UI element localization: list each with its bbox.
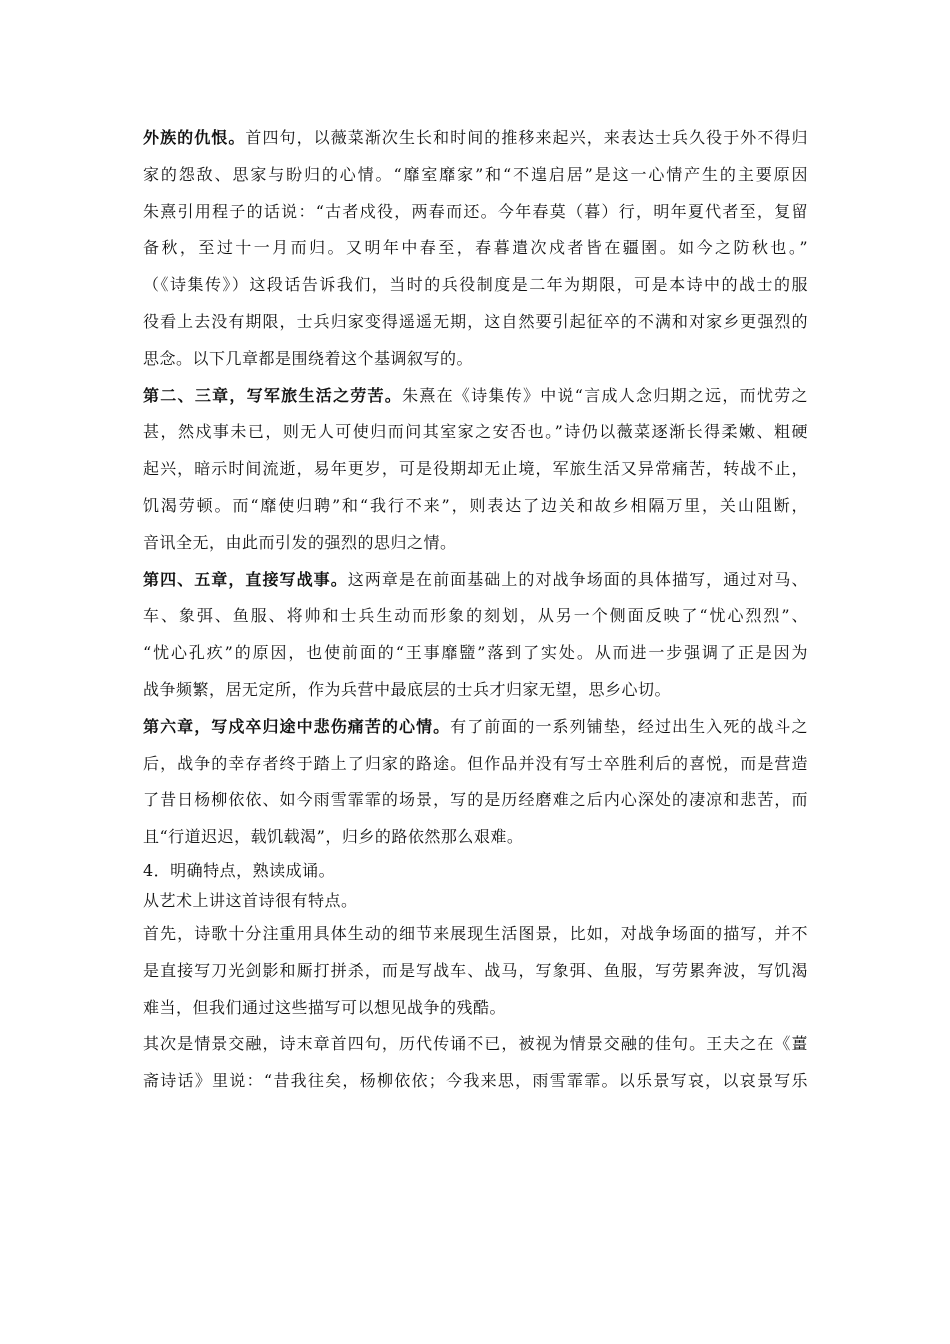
body-text: 这两章是在前面基础上的对战争场面的具体描写，通过对马、 [347,569,808,589]
body-text: 后，战争的幸存者终于踏上了归家的路途。但作品并没有写士卒胜利后的喜悦，而是营造 [143,753,808,773]
text-line [143,378,808,415]
body-text: 首先，诗歌十分注重用具体生动的细节来展现生活图景，比如，对战争场面的描写，并不 [143,923,808,943]
paragraph [143,886,808,916]
text-line [143,194,808,231]
text-line [143,267,808,304]
text-line [143,990,808,1027]
body-text: 有了前面的一系列铺垫，经过出生入死的战斗之 [450,716,808,736]
text-line [143,782,808,819]
body-text: 4．明确特点，熟读成诵。 [143,860,336,880]
paragraph [143,1026,808,1100]
text-line [143,746,808,783]
body-text: 是直接写刀光剑影和厮打拼杀，而是写战车、战马，写象弭、鱼服，写劳累奔波，写饥渴 [143,960,808,980]
body-text: 且“行道迟迟，载饥载渴”，归乡的路依然那么艰难。 [143,827,524,847]
body-text: 甚，然戍事未已，则无人可使归而问其室家之安否也。”诗仍以薇菜逐渐长得柔嫩、粗硬 [143,422,808,442]
body-text: 朱熹在《诗集传》中说“言成人念归期之远，而忧劳之 [402,385,808,405]
section-heading: 第二、三章，写军旅生活之劳苦。 [143,385,403,405]
text-line [143,916,808,953]
body-text: 战争频繁，居无定所，作为兵营中最底层的士兵才归家无望，思乡心切。 [143,679,672,699]
body-text: 难当，但我们通过这些描写可以想见战争的残酷。 [143,997,507,1017]
body-text: 首四句，以薇菜渐次生长和时间的推移来起兴，来表达士兵久役于外不得归 [245,128,808,147]
text-line [143,488,808,525]
body-text: 车、象弭、鱼服、将帅和士兵生动而形象的刻划，从另一个侧面反映了“忧心烈烈”、 [143,606,808,626]
paragraph [143,709,808,856]
text-line [143,451,808,488]
body-text: 思念。以下几章都是围绕着这个基调叙写的。 [143,348,474,368]
text-line [143,672,808,709]
text-line [143,709,808,746]
text-line [143,819,808,856]
body-text: “忧心孔疚”的原因，也使前面的“王事靡盬”落到了实处。从而进一步强调了正是因为 [143,643,808,663]
paragraph [143,120,808,378]
section-heading: 第六章，写戍卒归途中悲伤痛苦的心情。 [143,716,451,736]
body-text: 饥渴劳顿。而“靡使归聘”和“我行不来”，则表达了边关和故乡相隔万里，关山阻断， [143,495,808,515]
paragraph [143,378,808,562]
body-text: （《诗集传》）这段话告诉我们，当时的兵役制度是二年为期限，可是本诗中的战士的服 [143,275,808,295]
body-text: 了昔日杨柳依依、如今雨雪霏霏的场景，写的是历经磨难之后内心深处的凄凉和悲苦，而 [143,790,808,810]
text-line [143,1026,808,1063]
body-text: 斋诗话》里说：“昔我往矣，杨柳依依；今我来思，雨雪霏霏。以乐景写哀，以哀景写乐 [143,1071,808,1091]
paragraph [143,856,808,886]
body-text: 从艺术上讲这首诗很有特点。 [143,890,358,910]
paragraph [143,916,808,1026]
body-text: 备秋，至过十一月而归。又明年中春至，春暮遣次戍者皆在疆圉。如今之防秋也。” [143,238,808,258]
text-line [143,856,808,886]
body-text: 起兴，暗示时间流逝，易年更岁，可是役期却无止境，军旅生活又异常痛苦，转战不止， [143,459,808,479]
text-line [143,598,808,635]
text-line [143,120,808,157]
body-text: 家的怨敌、思家与盼归的心情。“靡室靡家”和“不遑启居”是这一心情产生的主要原因 [143,164,808,184]
section-heading: 第四、五章，直接写战事。 [143,569,348,589]
text-line [143,341,808,378]
text-line [143,304,808,341]
text-line [143,157,808,194]
body-text: 朱熹引用程子的话说：“古者戍役，两春而还。今年春莫（暮）行，明年夏代者至，复留 [143,201,808,221]
text-line [143,635,808,672]
paragraph [143,562,808,709]
text-line [143,414,808,451]
text-line [143,562,808,599]
body-text: 其次是情景交融，诗末章首四句，历代传诵不已，被视为情景交融的佳句。王夫之在《薑 [143,1034,808,1054]
text-line [143,1063,808,1100]
text-line [143,953,808,990]
text-line [143,886,808,916]
text-line [143,525,808,562]
text-line [143,230,808,267]
document-body [143,120,808,1100]
body-text: 音讯全无，由此而引发的强烈的思归之情。 [143,532,457,552]
body-text: 役看上去没有期限，士兵归家变得遥遥无期，这自然要引起征卒的不满和对家乡更强烈的 [143,311,808,331]
section-heading: 外族的仇恨。 [143,128,246,147]
